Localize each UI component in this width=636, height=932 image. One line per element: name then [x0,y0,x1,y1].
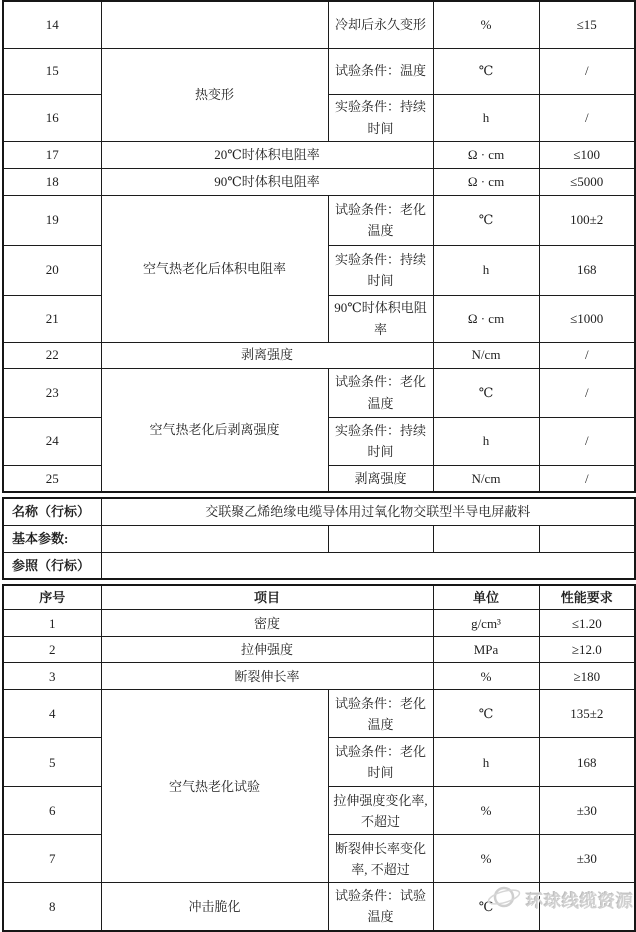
seq-cell: 1 [3,610,101,637]
item-sub-cell: 实验条件：持续时间 [328,94,433,141]
seq-cell: 15 [3,48,101,94]
unit-cell: Ω · cm [433,168,539,195]
req-cell: 168 [539,245,635,295]
item-sub-cell: 试验条件：老化时间 [328,738,433,787]
watermark-text: 环球线缆资源 [526,892,634,911]
req-cell: ≥12.0 [539,637,635,663]
item-group-cell [101,1,328,48]
seq-cell: 2 [3,637,101,663]
table-row [3,342,635,368]
item-group-cell: 空气热老化后剥离强度 [101,368,328,492]
table-row [3,368,635,417]
item-sub-cell: 试验条件：温度 [328,48,433,94]
table-row [3,1,635,48]
item-cell: 密度 [101,610,433,637]
unit-cell: MPa [433,637,539,663]
col-header-seq: 序号 [3,585,101,610]
req-cell: / [539,94,635,141]
item-cell: 90℃时体积电阻率 [101,168,433,195]
table-row [3,637,635,663]
seq-cell: 19 [3,195,101,245]
item-group-cell: 空气热老化试验 [101,690,328,883]
req-cell: / [539,342,635,368]
seq-cell: 7 [3,835,101,883]
item-sub-cell: 拉伸强度变化率, 不超过 [328,787,433,835]
req-cell [539,883,635,931]
unit-cell: N/cm [433,465,539,492]
empty-cell [433,525,539,552]
unit-cell: h [433,94,539,141]
unit-cell: % [433,835,539,883]
unit-cell: h [433,417,539,465]
seq-cell: 22 [3,342,101,368]
seq-cell: 23 [3,368,101,417]
unit-cell: % [433,663,539,690]
col-header-req: 性能要求 [539,585,635,610]
empty-cell [101,525,328,552]
item-sub-cell: 试验条件：试验温度 [328,883,433,931]
table-row [3,610,635,637]
unit-cell: % [433,787,539,835]
name-label-cell: 名称（行标） [3,498,101,525]
seq-cell: 8 [3,883,101,931]
req-cell: / [539,417,635,465]
table-row [3,883,635,931]
unit-cell: Ω · cm [433,295,539,342]
item-sub-cell: 90℃时体积电阻率 [328,295,433,342]
unit-cell: ℃ [433,883,539,931]
req-cell: / [539,368,635,417]
empty-cell [101,552,635,579]
name-value-cell: 交联聚乙烯绝缘电缆导体用过氧化物交联型半导电屏蔽料 [101,498,635,525]
req-cell: 100±2 [539,195,635,245]
empty-cell [539,525,635,552]
col-header-unit: 单位 [433,585,539,610]
unit-cell: Ω · cm [433,141,539,168]
unit-cell: % [433,1,539,48]
item-cell: 断裂伸长率 [101,663,433,690]
req-cell: ≥180 [539,663,635,690]
table-row [3,498,635,525]
item-sub-cell: 剥离强度 [328,465,433,492]
table-row [3,663,635,690]
unit-cell: ℃ [433,690,539,738]
upper-spec-table [2,0,636,493]
seq-cell: 21 [3,295,101,342]
item-sub-cell: 实验条件：持续时间 [328,245,433,295]
seq-cell: 4 [3,690,101,738]
empty-cell [328,525,433,552]
table-row [3,552,635,579]
table-row [3,141,635,168]
item-sub-cell: 断裂伸长率变化率, 不超过 [328,835,433,883]
item-group-cell: 空气热老化后体积电阻率 [101,195,328,342]
req-cell: ±30 [539,787,635,835]
req-cell: ±30 [539,835,635,883]
seq-cell: 17 [3,141,101,168]
seq-cell: 3 [3,663,101,690]
unit-cell: g/cm³ [433,610,539,637]
req-cell: / [539,48,635,94]
item-sub-cell: 实验条件：持续时间 [328,417,433,465]
table-row [3,168,635,195]
unit-cell: h [433,245,539,295]
item-cell: 剥离强度 [101,342,433,368]
seq-cell: 16 [3,94,101,141]
seq-cell: 18 [3,168,101,195]
req-cell: 168 [539,738,635,787]
req-cell: ≤5000 [539,168,635,195]
req-cell: ≤1.20 [539,610,635,637]
item-group-cell: 冲击脆化 [101,883,328,931]
params-label-cell: 基本参数: [3,525,101,552]
unit-cell: h [433,738,539,787]
table-row [3,690,635,738]
table-row [3,48,635,94]
seq-cell: 5 [3,738,101,787]
unit-cell: ℃ [433,368,539,417]
item-cell: 拉伸强度 [101,637,433,663]
seq-cell: 6 [3,787,101,835]
req-cell: 135±2 [539,690,635,738]
item-cell: 20℃时体积电阻率 [101,141,433,168]
req-cell: ≤100 [539,141,635,168]
unit-cell: ℃ [433,195,539,245]
col-header-item: 项目 [101,585,433,610]
seq-cell: 25 [3,465,101,492]
table-row [3,195,635,245]
unit-cell: N/cm [433,342,539,368]
req-cell: ≤15 [539,1,635,48]
item-sub-cell: 冷却后永久变形 [328,1,433,48]
item-sub-cell: 试验条件：老化温度 [328,195,433,245]
header-row [3,585,635,610]
unit-cell: ℃ [433,48,539,94]
info-table [2,497,636,580]
req-cell: ≤1000 [539,295,635,342]
seq-cell: 24 [3,417,101,465]
seq-cell: 20 [3,245,101,295]
lower-spec-table [2,584,636,932]
ref-label-cell: 参照（行标） [3,552,101,579]
seq-cell: 14 [3,1,101,48]
req-cell: / [539,465,635,492]
item-group-cell: 热变形 [101,48,328,141]
table-row [3,525,635,552]
item-sub-cell: 试验条件：老化温度 [328,368,433,417]
item-sub-cell: 试验条件：老化温度 [328,690,433,738]
